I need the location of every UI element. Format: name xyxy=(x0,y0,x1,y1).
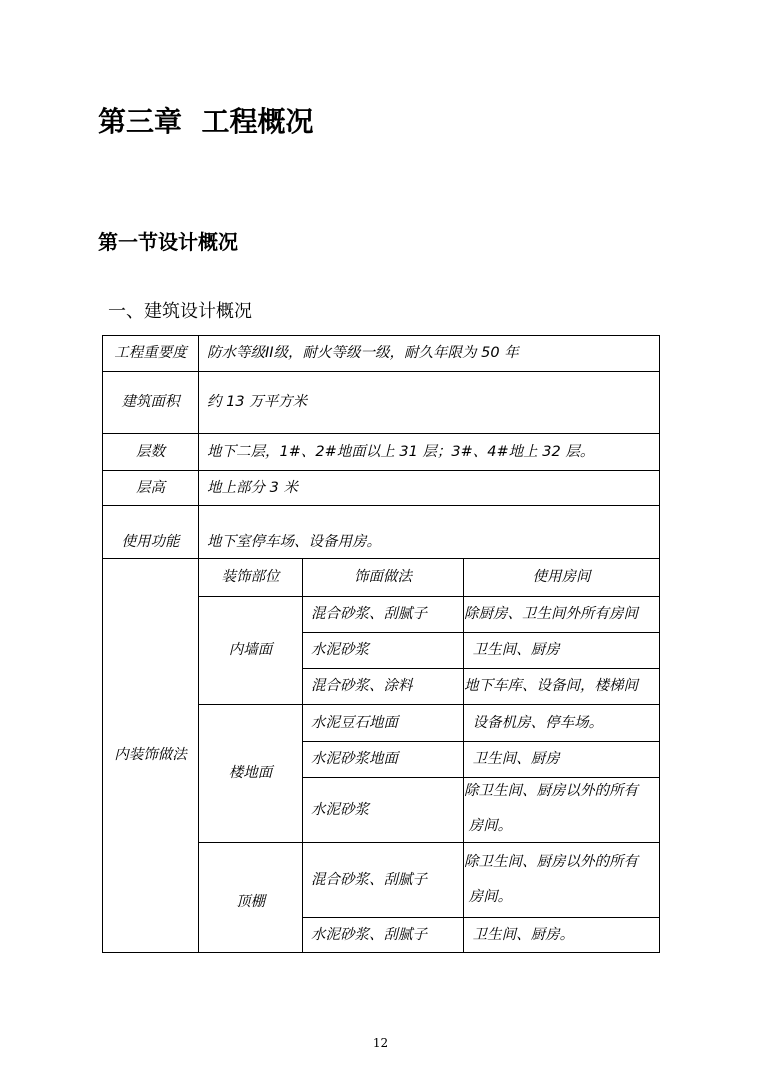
row-value-function: 地下室停车场、设备用房。 xyxy=(207,533,381,550)
finish-label: 内装饰做法 xyxy=(114,747,187,764)
rooms-cell: 除厨房、卫生间外所有房间 xyxy=(464,606,638,623)
method-cell: 水泥砂浆地面 xyxy=(311,751,398,768)
rooms-cell: 卫生间、厨房 xyxy=(468,751,560,768)
header-part: 装饰部位 xyxy=(221,569,280,586)
row-label-importance: 工程重要度 xyxy=(114,345,187,362)
row-label-floor-height: 层高 xyxy=(136,479,165,496)
part-floor: 楼地面 xyxy=(228,765,273,782)
rooms-cell: 卫生间、厨房 xyxy=(468,642,560,659)
method-cell: 混合砂浆、涂料 xyxy=(311,678,413,695)
table-border xyxy=(102,952,660,953)
chapter-title: 第三章 工程概况 xyxy=(98,105,314,138)
row-label-floors: 层数 xyxy=(136,443,165,460)
rooms-cell xyxy=(464,775,659,842)
method-cell: 水泥豆石地面 xyxy=(311,714,398,731)
page-number: 12 xyxy=(372,1036,389,1050)
method-cell: 水泥砂浆 xyxy=(311,801,369,818)
rooms-line: 房间。 xyxy=(464,889,513,905)
row-value-floor-height: 地上部分 3 米 xyxy=(207,479,298,496)
rooms-cell: 设备机房、停车场。 xyxy=(468,714,604,731)
rooms-line: 房间。 xyxy=(464,817,513,834)
row-value-floors: 地下二层，1#、2#地面以上 31 层；3#、4#地上 32 层。 xyxy=(207,443,595,460)
part-ceiling: 顶棚 xyxy=(236,894,265,911)
rooms-cell: 卫生间、厨房。 xyxy=(468,926,575,943)
method-cell: 混合砂浆、刮腻子 xyxy=(311,871,427,888)
section-title: 第一节设计概况 xyxy=(98,230,238,254)
header-rooms: 使用房间 xyxy=(532,569,591,586)
table-border xyxy=(102,505,660,506)
method-cell: 水泥砂浆 xyxy=(311,642,369,659)
subsection-title: 一、建筑设计概况 xyxy=(108,301,252,322)
rooms-line: 除卫生间、厨房以外的所有 xyxy=(464,782,638,799)
row-label-area: 建筑面积 xyxy=(121,394,180,411)
rooms-cell xyxy=(464,843,659,917)
table-border xyxy=(659,335,660,953)
part-interior-wall: 内墙面 xyxy=(228,642,273,659)
method-cell: 水泥砂浆、刮腻子 xyxy=(311,926,427,943)
row-value-importance: 防水等级II级，耐火等级一级，耐久年限为 50 年 xyxy=(207,345,519,362)
method-cell: 混合砂浆、刮腻子 xyxy=(311,606,427,623)
header-method: 饰面做法 xyxy=(354,569,412,586)
row-label-function: 使用功能 xyxy=(121,533,180,550)
rooms-line: 除卫生间、厨房以外的所有 xyxy=(464,854,638,870)
row-value-area: 约 13 万平方米 xyxy=(207,394,308,411)
rooms-cell: 地下车库、设备间，楼梯间 xyxy=(464,678,638,695)
